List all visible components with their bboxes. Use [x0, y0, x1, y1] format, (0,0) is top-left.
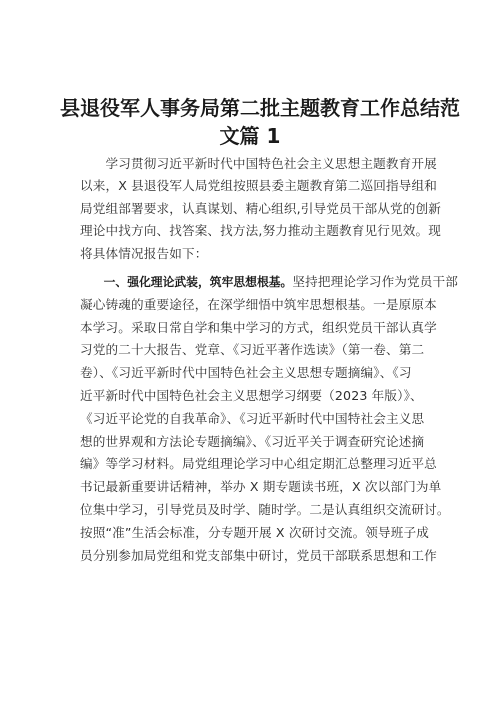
body-line: 书记最新重要讲话精神，举办 X 期专题读书班，X 次以部门为单 [80, 479, 442, 495]
intro-line: 以来，X 县退役军人局党组按照县委主题教育第二巡回指导组和 [80, 178, 438, 194]
section-1-paragraph [80, 271, 459, 567]
body-line: 想的世界观和方法论专题摘编》、《习近平关于调查研究论述摘 [80, 433, 425, 449]
section-1-first-line [80, 271, 459, 294]
body-line: 编》等学习材料。局党组理论学习中心组定期汇总整理习近平总 [80, 456, 437, 472]
body-line: 凝心铸魂的重要途径，在深学细悟中筑牢思想根基。一是原原本 [80, 296, 437, 312]
body-line: 习党的二十大报告、党章、《习近平著作选读》（第一卷、第二 [80, 342, 425, 358]
document-title-line-2: 文篇 1 [219, 124, 281, 148]
body-line: 位集中学习，引导党员及时学、随时学。二是认真组织交流研讨。 [80, 501, 450, 517]
body-line: 员分别参加局党组和党支部集中研讨，党员干部联系思想和工作 [80, 547, 437, 563]
intro-paragraph [80, 153, 440, 265]
section-1-first-line-text: 坚持把理论学习作为党员干部 [292, 274, 459, 289]
body-line: 按照“准”生活会标准，分专题开展 X 次研讨交流。领导班子成 [80, 524, 430, 540]
intro-line: 局党组部署要求，认真谋划、精心组织,引导党员干部从党的创新 [80, 200, 441, 216]
document-title-line-1: 县退役军人事务局第二批主题教育工作总结范 [60, 96, 460, 120]
body-line: 近平新时代中国特色社会主义思想学习纲要（2023 年版）》、 [80, 387, 423, 403]
body-line: 《习近平论党的自我革命》、《习近平新时代中国特社会主义思 [80, 410, 425, 426]
section-1-heading: 一、强化理论武装，筑牢思想根基。 [80, 275, 293, 289]
intro-line: 将具体情况报告如下： [80, 245, 208, 261]
intro-line: 理论中找方向、找答案、找方法,努力推动主题教育见行见效。现 [80, 223, 441, 239]
intro-line: 学习贯彻习近平新时代中国特色社会主义思想主题教育开展 [80, 156, 437, 171]
body-line: 卷）、《习近平新时代中国特色社会主义思想专题摘编》、《习 [80, 365, 412, 381]
body-line: 本学习。采取日常自学和集中学习的方式，组织党员干部认真学 [80, 319, 437, 335]
